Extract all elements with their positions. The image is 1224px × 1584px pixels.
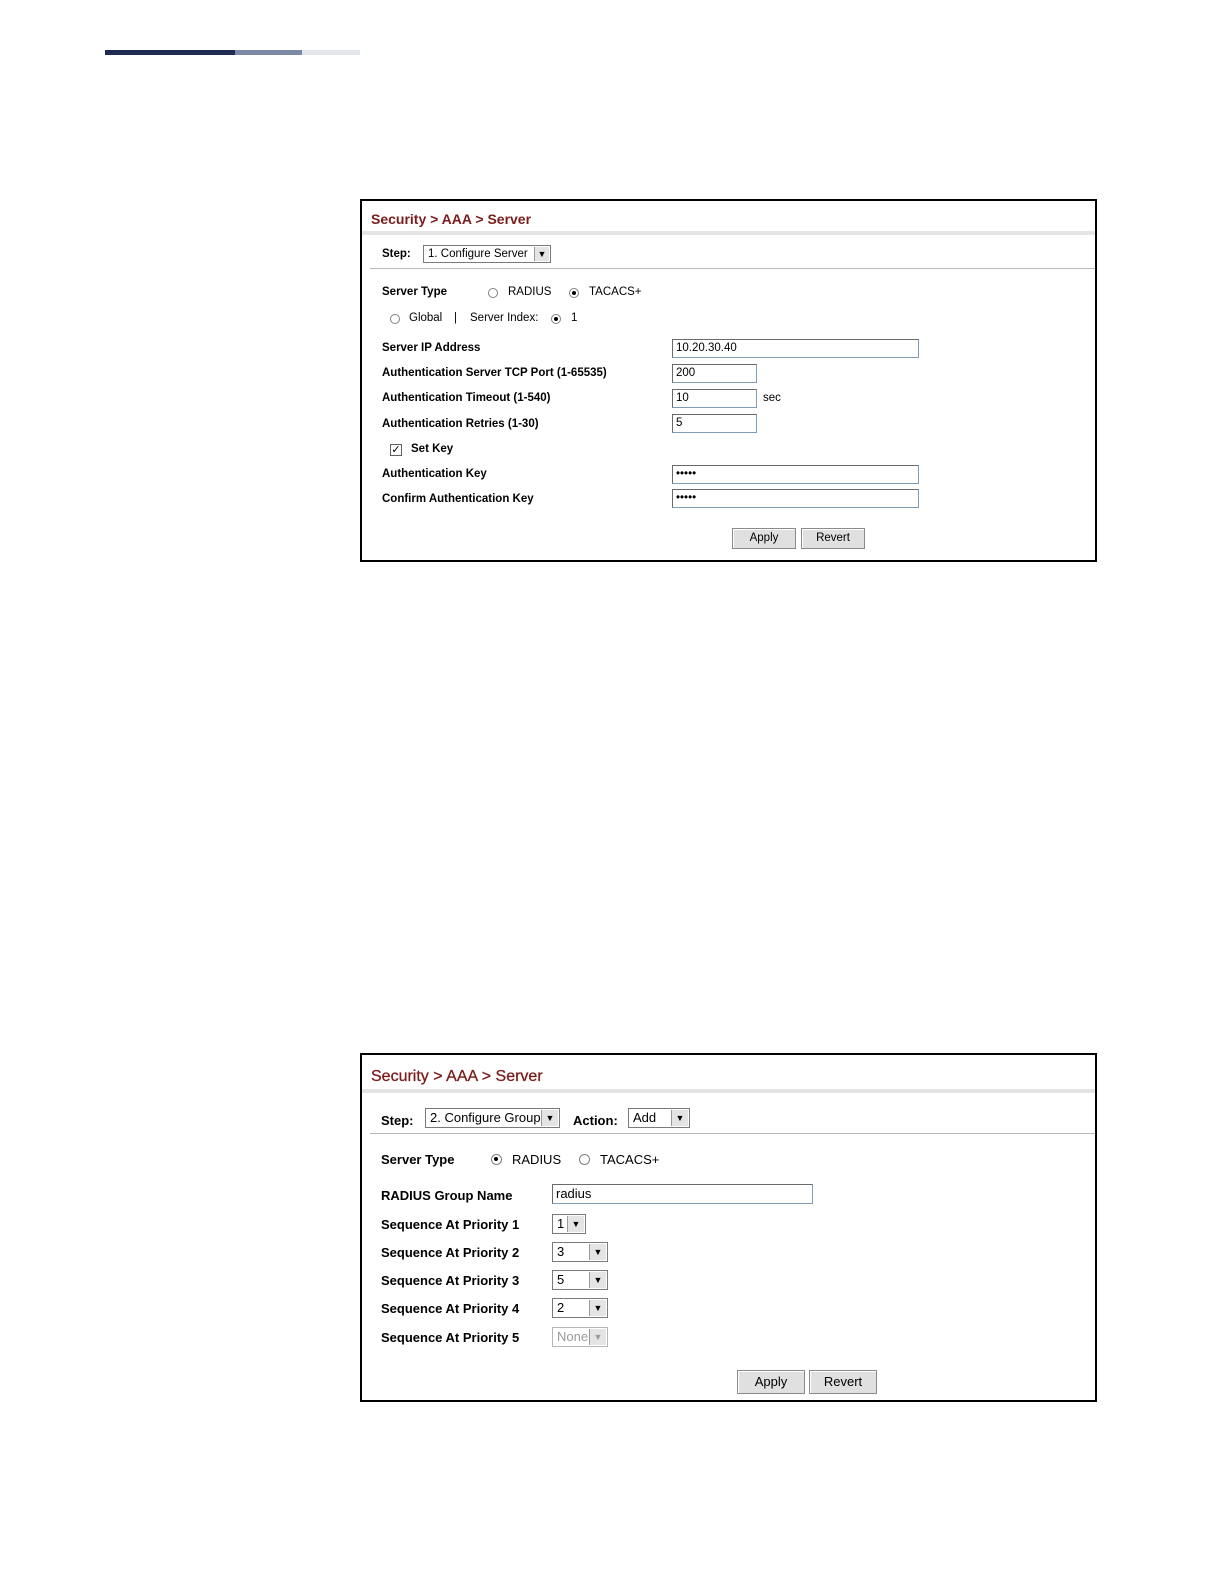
tacacs-radio[interactable] [579,1154,590,1165]
confirm-key-input[interactable]: ••••• [672,489,919,508]
group-name-input[interactable]: radius [552,1184,813,1204]
radius-radio-label: RADIUS [512,1152,562,1167]
priority-5-select[interactable] [552,1327,608,1347]
auth-key-input[interactable]: ••••• [672,465,919,484]
chevron-down-icon[interactable]: ▼ [589,1272,606,1288]
chevron-down-icon: ▼ [589,1329,606,1345]
header-divider [362,1089,1095,1093]
set-key-label: Set Key [411,443,454,455]
radius-radio-label: RADIUS [508,286,552,298]
priority-5-label: Sequence At Priority 5 [381,1330,520,1345]
configure-server-panel [360,199,1097,562]
step-label: Step: [382,248,411,260]
chevron-down-icon[interactable]: ▼ [589,1300,606,1316]
server-index-radio[interactable] [551,314,561,324]
step-divider [370,1133,1095,1134]
priority-3-value: 5 [557,1272,565,1287]
separator: | [454,312,457,324]
breadcrumb: Security > AAA > Server [371,211,532,227]
tacacs-radio-label: TACACS+ [589,286,642,298]
revert-button[interactable]: Revert [801,528,865,549]
priority-1-label: Sequence At Priority 1 [381,1217,520,1232]
chevron-down-icon[interactable]: ▼ [534,247,549,261]
priority-2-label: Sequence At Priority 2 [381,1245,520,1260]
server-ip-label: Server IP Address [382,342,481,354]
page-header-rule [105,50,360,55]
priority-5-value: None [557,1329,589,1344]
header-rule-mid [235,50,302,55]
priority-2-value: 3 [557,1244,565,1259]
timeout-input[interactable]: 10 [672,389,757,408]
step-label: Step: [381,1113,414,1128]
priority-1-select[interactable] [552,1214,586,1234]
confirm-key-label: Confirm Authentication Key [382,493,534,505]
priority-4-select[interactable] [552,1298,608,1318]
retries-label: Authentication Retries (1-30) [382,418,539,430]
retries-input[interactable]: 5 [672,414,757,433]
header-rule-light [302,50,360,55]
chevron-down-icon[interactable]: ▼ [541,1110,558,1126]
step-select[interactable] [423,245,551,263]
radius-radio[interactable] [491,1154,502,1165]
step-select-value: 2. Configure Group [430,1110,541,1125]
radius-radio[interactable] [488,288,498,298]
header-divider [362,231,1095,235]
apply-button[interactable]: Apply [732,528,796,549]
tcp-port-input[interactable]: 200 [672,364,757,383]
priority-4-value: 2 [557,1300,565,1315]
tacacs-radio-label: TACACS+ [600,1152,660,1167]
chevron-down-icon[interactable]: ▼ [589,1244,606,1260]
action-select-value: Add [633,1110,657,1125]
server-ip-input[interactable]: 10.20.30.40 [672,339,919,358]
server-index-label: Server Index: [470,312,539,324]
timeout-label: Authentication Timeout (1-540) [382,392,551,404]
group-name-label: RADIUS Group Name [381,1188,513,1203]
server-type-label: Server Type [381,1152,455,1167]
breadcrumb: Security > AAA > Server [371,1068,543,1085]
priority-2-select[interactable] [552,1242,608,1262]
global-radio[interactable] [390,314,400,324]
server-index-value: 1 [571,312,578,324]
server-type-label: Server Type [382,286,447,298]
step-select-value: 1. Configure Server [428,248,528,260]
priority-3-label: Sequence At Priority 3 [381,1273,520,1288]
step-divider [370,268,1095,269]
chevron-down-icon[interactable]: ▼ [567,1216,584,1232]
header-rule-dark [105,50,235,55]
priority-4-label: Sequence At Priority 4 [381,1301,520,1316]
step-select[interactable] [425,1108,560,1128]
tacacs-radio[interactable] [569,288,579,298]
timeout-unit: sec [763,392,781,404]
action-label: Action: [573,1113,618,1128]
auth-key-label: Authentication Key [382,468,487,480]
revert-button[interactable]: Revert [809,1370,877,1394]
tcp-port-label: Authentication Server TCP Port (1-65535) [382,367,607,379]
chevron-down-icon[interactable]: ▼ [671,1110,688,1126]
configure-group-panel [360,1053,1097,1402]
apply-button[interactable]: Apply [737,1370,805,1394]
priority-3-select[interactable] [552,1270,608,1290]
global-radio-label: Global [409,312,443,324]
priority-1-value: 1 [557,1216,565,1231]
action-select[interactable] [628,1108,690,1128]
set-key-checkbox[interactable]: ✓ [391,444,401,456]
